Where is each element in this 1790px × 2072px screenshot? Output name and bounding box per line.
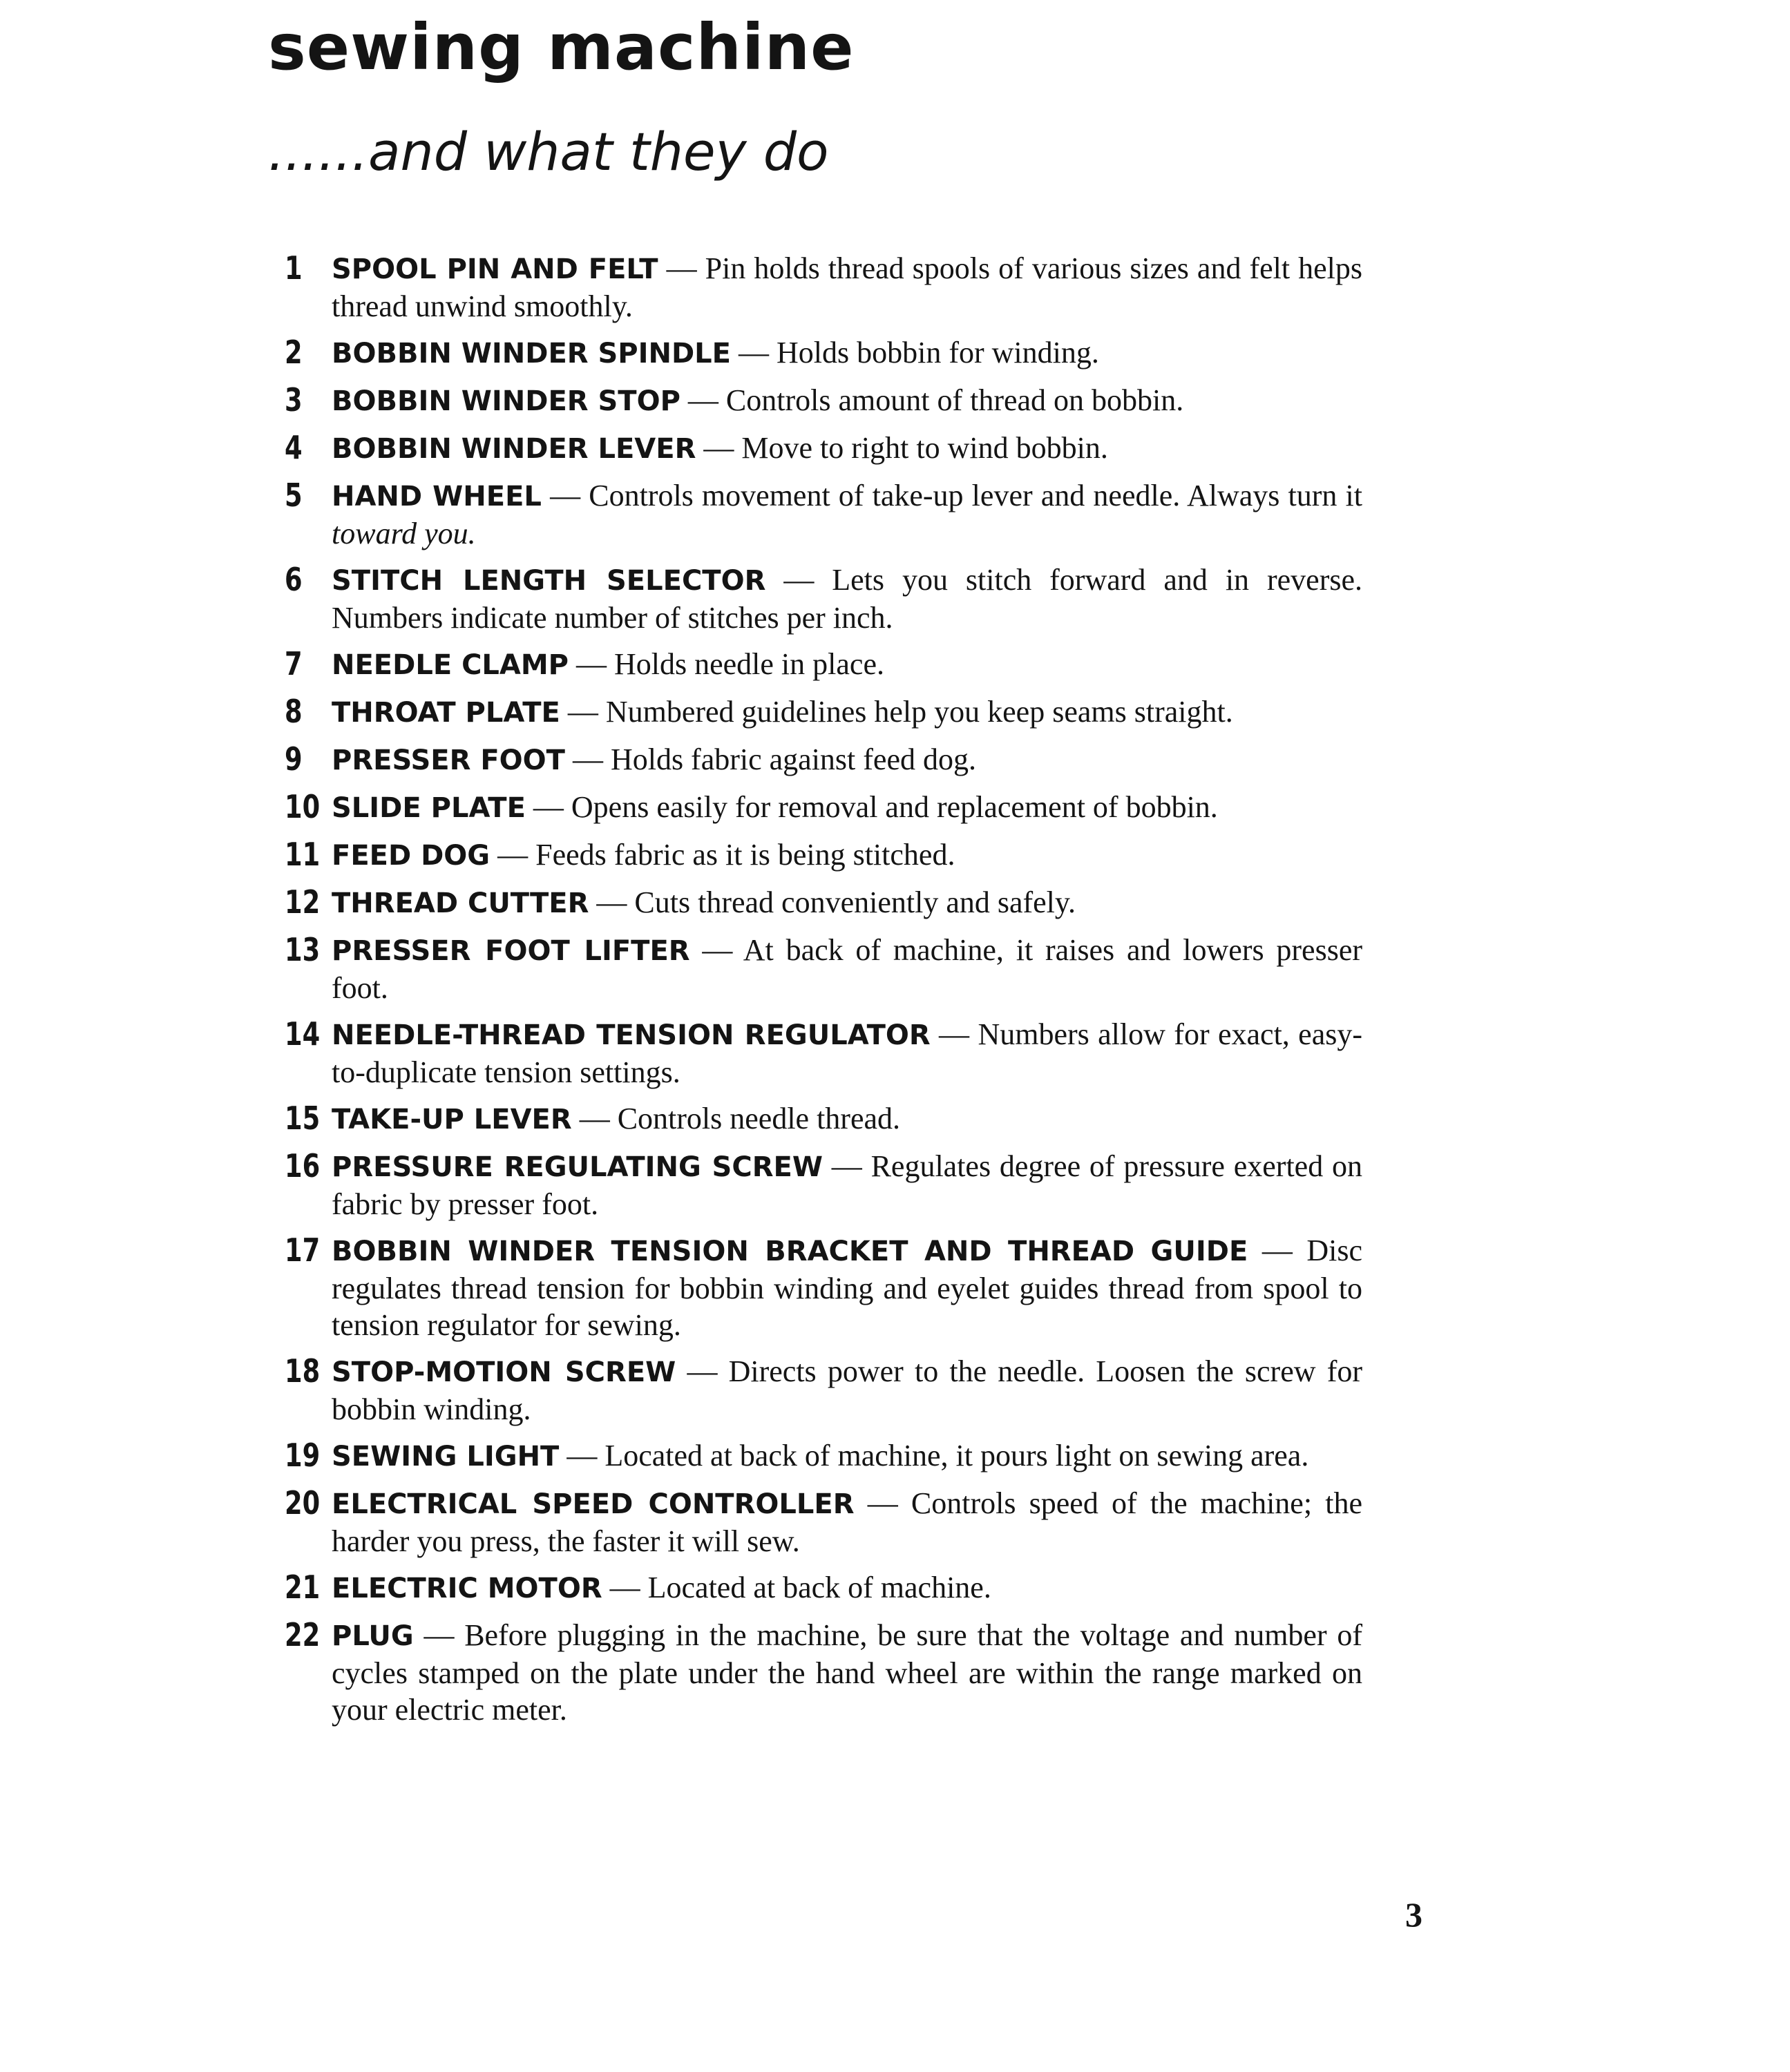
item-name: TAKE-UP LEVER xyxy=(332,1104,572,1135)
list-item xyxy=(285,1437,1362,1475)
page-title: sewing machine xyxy=(268,10,855,84)
item-description: At back of machine, it raises and lowers presser foot. xyxy=(332,933,1363,1005)
item-name: NEEDLE-THREAD TENSION REGULATOR xyxy=(332,1019,931,1051)
item-name: BOBBIN WINDER SPINDLE xyxy=(332,338,731,370)
item-description: Lets you stitch forward and in reverse. Numbers indicate number of stitches per inch. xyxy=(332,563,1362,635)
item-number: 20 xyxy=(285,1484,321,1522)
separator: — xyxy=(765,563,832,597)
item-description: Holds needle in place. xyxy=(614,647,884,681)
item-number: 1 xyxy=(285,249,303,287)
item-number: 16 xyxy=(285,1147,321,1184)
item-number: 5 xyxy=(285,477,303,514)
item-number: 13 xyxy=(285,931,321,968)
item-number: 9 xyxy=(285,740,303,778)
separator: — xyxy=(571,1102,618,1135)
item-name: ELECTRIC MOTOR xyxy=(332,1573,602,1604)
item-number: 12 xyxy=(285,883,321,921)
item-description: Before plugging in the machine, be sure that the voltage and number of cycles stamped on the plate under the hand wheel are within the range marked on your electric meter. xyxy=(332,1618,1363,1727)
item-number: 3 xyxy=(285,381,303,419)
item-name: THROAT PLATE xyxy=(332,697,560,729)
item-number: 4 xyxy=(285,429,303,466)
list-item xyxy=(285,932,1362,1006)
separator: — xyxy=(602,1571,648,1604)
page-subtitle: ......and what they do xyxy=(268,121,829,182)
list-item xyxy=(285,1148,1362,1222)
item-number: 22 xyxy=(285,1616,321,1653)
separator: — xyxy=(822,1149,871,1183)
list-item xyxy=(285,477,1362,552)
separator: — xyxy=(676,1354,729,1388)
item-name: SLIDE PLATE xyxy=(332,792,526,824)
list-item xyxy=(285,884,1362,922)
separator: — xyxy=(680,383,726,417)
list-item xyxy=(285,1100,1362,1138)
parts-list xyxy=(285,250,1362,1738)
item-description: Cuts thread conveniently and safely. xyxy=(634,885,1076,919)
separator: — xyxy=(564,742,611,776)
item-number: 17 xyxy=(285,1231,321,1269)
list-item xyxy=(285,741,1362,779)
item-name: PRESSURE REGULATING SCREW xyxy=(332,1151,823,1183)
item-description: Numbers allow for exact, easy-to-duplicate tension settings. xyxy=(332,1017,1363,1089)
list-item xyxy=(285,1617,1362,1728)
separator: — xyxy=(689,933,743,967)
item-description-emphasis: toward you. xyxy=(332,517,476,550)
separator: — xyxy=(541,479,589,512)
separator: — xyxy=(525,790,571,824)
item-description: Located at back of machine. xyxy=(647,1571,991,1604)
item-name: PRESSER FOOT LIFTER xyxy=(332,935,690,967)
item-description: Controls amount of thread on bobbin. xyxy=(725,383,1184,417)
item-name: NEEDLE CLAMP xyxy=(332,649,569,681)
item-number: 7 xyxy=(285,645,303,682)
item-name: FEED DOG xyxy=(332,840,491,872)
item-number: 21 xyxy=(285,1569,321,1606)
separator: — xyxy=(589,885,635,919)
item-description: Controls needle thread. xyxy=(617,1102,901,1135)
separator: — xyxy=(1248,1234,1307,1267)
list-item xyxy=(285,382,1362,420)
item-number: 11 xyxy=(285,836,321,873)
item-name: BOBBIN WINDER STOP xyxy=(332,385,680,417)
item-number: 15 xyxy=(285,1100,321,1137)
item-name: SPOOL PIN AND FELT xyxy=(332,253,658,285)
list-item xyxy=(285,250,1362,325)
item-number: 19 xyxy=(285,1437,321,1474)
separator: — xyxy=(490,838,536,872)
list-item xyxy=(285,430,1362,468)
separator: — xyxy=(560,695,606,729)
list-item xyxy=(285,646,1362,684)
separator: — xyxy=(413,1618,465,1652)
item-description: Disc regulates thread tension for bobbin winding and eyelet guides thread from spool to tension regulator for sewing. xyxy=(332,1234,1363,1342)
list-item xyxy=(285,1232,1362,1343)
list-item xyxy=(285,836,1362,874)
item-description: Pin holds thread spools of various sizes and felt helps thread unwind smoothly. xyxy=(332,251,1363,323)
separator: — xyxy=(696,431,742,465)
item-name: THREAD CUTTER xyxy=(332,888,589,919)
item-number: 18 xyxy=(285,1352,321,1390)
item-name: HAND WHEEL xyxy=(332,481,542,512)
item-number: 8 xyxy=(285,693,303,730)
item-number: 14 xyxy=(285,1015,321,1053)
list-item xyxy=(285,334,1362,372)
item-description: Feeds fabric as it is being stitched. xyxy=(535,838,955,872)
separator: — xyxy=(569,647,614,681)
item-description: Move to right to wind bobbin. xyxy=(741,431,1108,465)
item-number: 2 xyxy=(285,334,303,371)
item-name: STITCH LENGTH SELECTOR xyxy=(332,565,766,597)
item-name: ELECTRICAL SPEED CONTROLLER xyxy=(332,1488,855,1520)
item-number: 10 xyxy=(285,788,321,825)
item-name: PRESSER FOOT xyxy=(332,745,565,776)
list-item xyxy=(285,1353,1362,1428)
separator: — xyxy=(658,251,705,285)
item-description: Opens easily for removal and replacement of bobbin. xyxy=(571,790,1218,824)
item-description: Located at back of machine, it pours light on sewing area. xyxy=(604,1439,1309,1473)
item-description: Holds bobbin for winding. xyxy=(777,336,1099,370)
item-description: Controls speed of the machine; the harder you press, the faster it will sew. xyxy=(332,1486,1362,1558)
separator: — xyxy=(930,1017,978,1051)
list-item xyxy=(285,1485,1362,1560)
item-number: 6 xyxy=(285,561,303,598)
item-description: Numbered guidelines help you keep seams straight. xyxy=(605,695,1233,729)
separator: — xyxy=(559,1439,605,1473)
list-item xyxy=(285,789,1362,827)
item-description: Regulates degree of pressure exerted on fabric by presser foot. xyxy=(332,1149,1362,1221)
separator: — xyxy=(731,336,777,370)
item-name: BOBBIN WINDER LEVER xyxy=(332,433,696,465)
page-number: 3 xyxy=(1405,1895,1422,1934)
item-description: Holds fabric against feed dog. xyxy=(610,742,976,776)
list-item xyxy=(285,562,1362,636)
item-name: STOP-MOTION SCREW xyxy=(332,1356,676,1388)
item-description: Controls movement of take-up lever and needle. Always turn it xyxy=(589,479,1363,512)
item-name: SEWING LIGHT xyxy=(332,1441,560,1473)
item-name: BOBBIN WINDER TENSION BRACKET AND THREAD GUIDE xyxy=(332,1236,1248,1267)
separator: — xyxy=(854,1486,911,1520)
item-name: PLUG xyxy=(332,1620,414,1652)
item-description: Directs power to the needle. Loosen the screw for bobbin winding. xyxy=(332,1354,1362,1426)
list-item xyxy=(285,1569,1362,1607)
list-item xyxy=(285,1016,1362,1091)
list-item xyxy=(285,693,1362,731)
